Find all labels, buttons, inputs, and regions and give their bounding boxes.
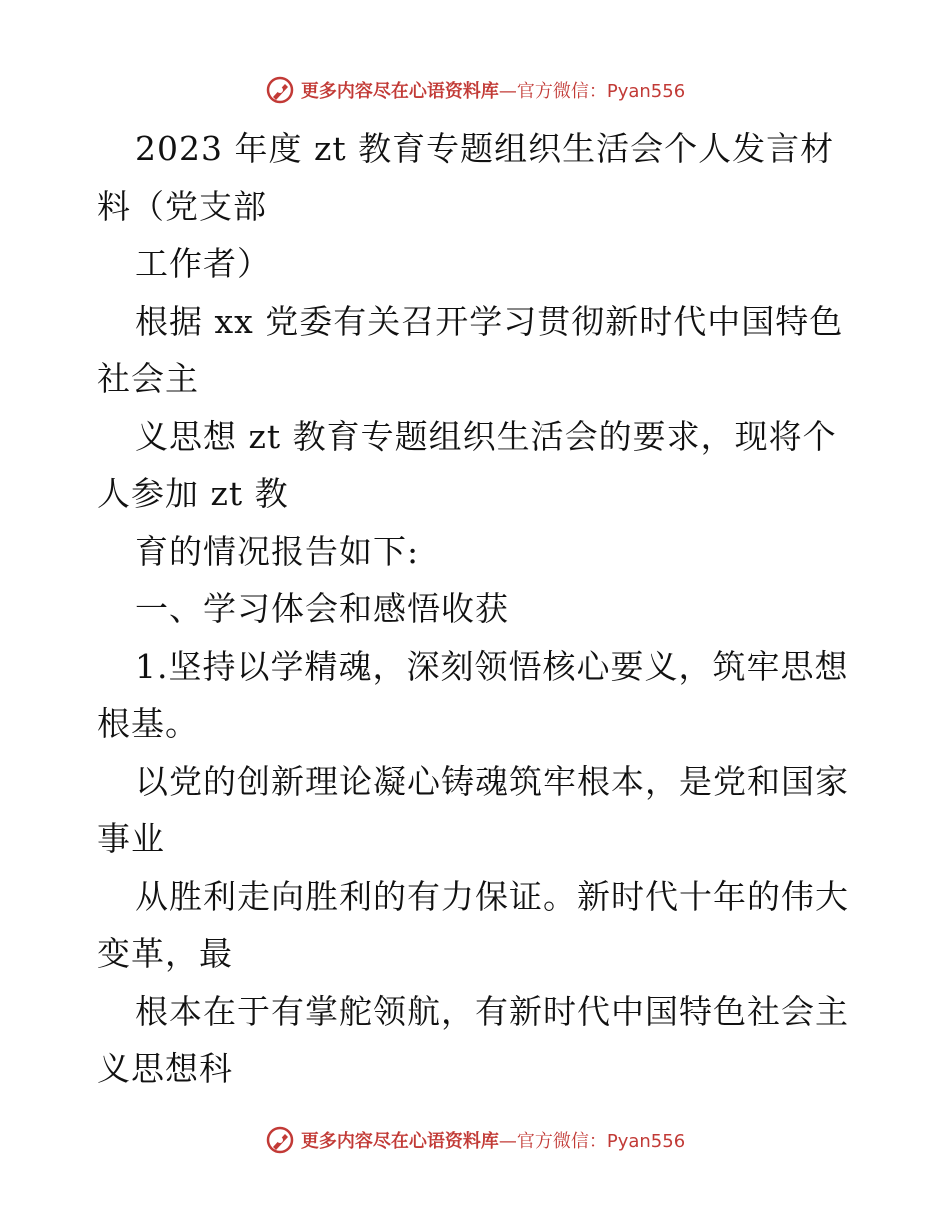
text-line: 社会主 <box>97 359 199 398</box>
document-body <box>97 120 857 1098</box>
header-watermark <box>0 70 950 110</box>
text-line: 根据 xx 党委有关召开学习贯彻新时代中国特色 <box>135 301 844 341</box>
footer-watermark <box>0 1120 950 1160</box>
text-line: 育的情况报告如下: <box>135 531 420 571</box>
text-line: 一、学习体会和感悟收获 <box>135 589 509 628</box>
text-line: 事业 <box>97 819 165 858</box>
text-line: 2023 年度 zt 教育专题组织生活会个人发言材 <box>135 129 835 168</box>
text-line: 从胜利走向胜利的有力保证。新时代十年的伟大 <box>135 876 849 916</box>
watermark-wechat-text: —官方微信：Pyan556 <box>498 1131 686 1152</box>
text-line: 变革，最 <box>97 934 233 973</box>
text-line: 根本在于有掌舵领航，有新时代中国特色社会主 <box>135 991 849 1031</box>
watermark-main-text: 更多内容尽在心语资料库 <box>300 1131 499 1152</box>
text-line: 1.坚持以学精魂，深刻领悟核心要义，筑牢思想 <box>135 646 849 686</box>
text-line: 工作者） <box>135 244 271 283</box>
pen-logo-icon <box>265 75 295 105</box>
text-line: 根基。 <box>97 704 199 743</box>
watermark-wechat-text: —官方微信：Pyan556 <box>498 81 686 102</box>
text-line: 人参加 zt 教 <box>97 474 289 513</box>
text-line: 义思想 zt 教育专题组织生活会的要求，现将个 <box>135 416 837 456</box>
watermark-main-text: 更多内容尽在心语资料库 <box>300 81 499 102</box>
text-line: 料（党支部 <box>97 186 267 226</box>
text-line: 义思想科 <box>97 1049 233 1088</box>
text-line: 以党的创新理论凝心铸魂筑牢根本，是党和国家 <box>135 761 849 801</box>
pen-logo-icon <box>265 1125 295 1155</box>
